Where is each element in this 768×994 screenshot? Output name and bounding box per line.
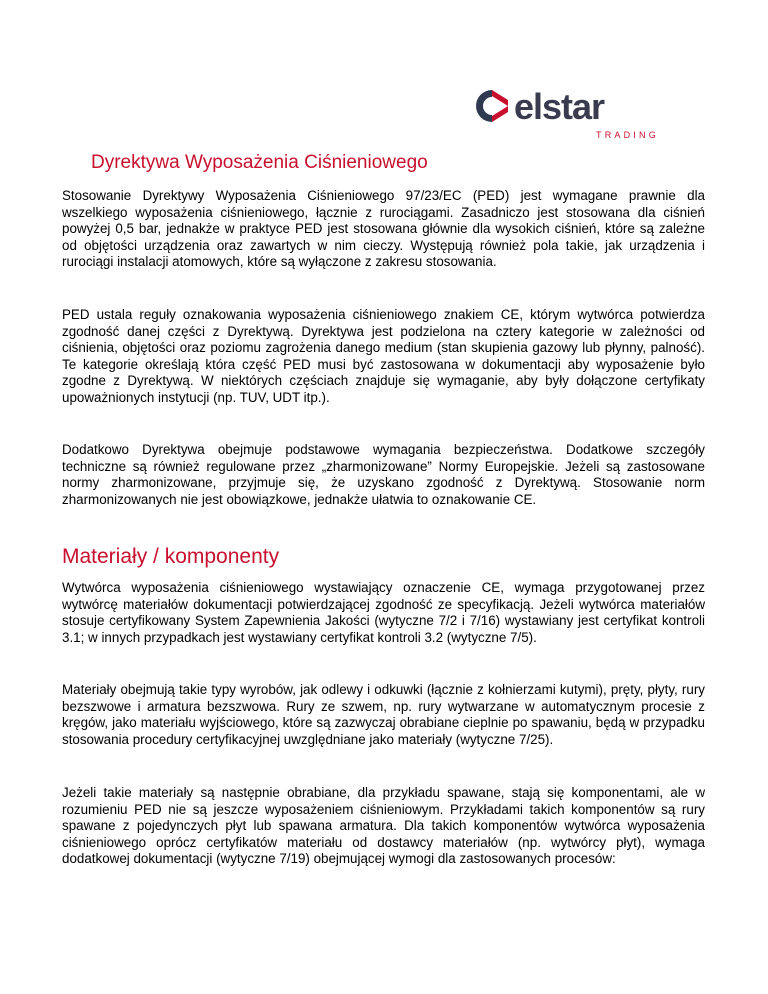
section1-paragraph: Stosowanie Dyrektywy Wyposażenia Ciśnieniowego 97/23/EC (PED) jest wymagane prawnie dla wszelkiego wyposażenia ciśnieniowego, łącznie z rurociągami. Zasadniczo jest stosowana dla ciśnień powyżej 0,5 bar, jednakże w praktyce PED jest stosowana głównie dla wysokich ciśnień, które są zależne od objętości urządzenia oraz zawartych w nim cieczy. Występują również pola takie, jak urządzenia i rurociągi instalacji atomowych, które są wyłączone z zakresu stosowania. <box>62 188 705 270</box>
section1-paragraph: PED ustala reguły oznakowania wyposażenia ciśnieniowego znakiem CE, którym wytwórca potwierdza zgodność danej części z Dyrektywą. Dyrektywa jest podzielona na cztery kategorie w zależności od ciśnienia, objętości oraz poziomu zagrożenia danego medium (stan skupienia gazowy lub płynny, palność). Te kategorie określają która część PED musi być zastosowana w dokumentacji aby wyposażenie było zgodne z Dyrektywą. W niektórych częściach znajduje się wymaganie, aby były dołączone certyfikaty upoważnionych instytucji (np. TUV, UDT itp.). <box>62 307 705 405</box>
section2-paragraph: Jeżeli takie materiały są następnie obrabiane, dla przykładu spawane, stają się komponentami, ale w rozumieniu PED nie są jeszcze wyposażeniem ciśnieniowym. Przykładami takich komponentów są rury spawane z pojedynczych płyt lub spawana armatura. Dla takich komponentów wytwórca wyposażenia ciśnieniowego oprócz certyfikatów materiału od dostawcy materiałów (np. wytwórcy płyt), wymaga dodatkowej dokumentacji (wytyczne 7/19) obejmującej wymogi dla zastosowanych procesów: <box>62 785 705 867</box>
elstar-logo <box>474 86 674 142</box>
section1-paragraph: Dodatkowo Dyrektywa obejmuje podstawowe wymagania bezpieczeństwa. Dodatkowe szczegóły techniczne są również regulowane przez „zharmonizowane” Normy Europejskie. Jeżeli są zastosowane normy zharmonizowane, przyjmuje się, że uzyskano zgodność z Dyrektywą. Stosowanie norm zharmonizowanych nie jest obowiązkowe, jednakże ułatwia to oznakowanie CE. <box>62 442 705 507</box>
logo-sub-text: TRADING <box>596 130 659 140</box>
section2-paragraph: Wytwórca wyposażenia ciśnieniowego wystawiający oznaczenie CE, wymaga przygotowanej przez wytwórcę materiałów dokumentacji potwierdzającej zgodność ze specyfikacją. Jeżeli wytwórca materiałów stosuje certyfikowany System Zapewnienia Jakości (wytyczne 7/2 i 7/16) wystawiany jest certyfikat kontroli 3.1; w innych przypadkach jest wystawiany certyfikat kontroli 3.2 (wytyczne 7/5). <box>62 580 705 645</box>
logo-brand-text: elstar <box>514 86 605 127</box>
elstar-logo-graphic <box>474 86 674 142</box>
page-title: Dyrektywa Wyposażenia Ciśnieniowego <box>91 152 428 173</box>
logo-mark-red-bottom <box>492 106 508 122</box>
logo-mark-dark <box>476 90 492 122</box>
logo-mark-red-top <box>492 90 508 106</box>
section-heading-materials: Materiały / komponenty <box>62 545 280 568</box>
section2-paragraph: Materiały obejmują takie typy wyrobów, jak odlewy i odkuwki (łącznie z kołnierzami kutymi), pręty, płyty, rury bezszwowe i armatura bezszwowa. Rury ze szwem, np. rury wytwarzane w automatycznym procesie z kręgów, jako materiału wyjściowego, które są zazwyczaj obrabiane cieplnie po spawaniu, będą w przypadku stosowania procedury certyfikacyjnej uwzględniane jako materiały (wytyczne 7/25). <box>62 682 705 747</box>
